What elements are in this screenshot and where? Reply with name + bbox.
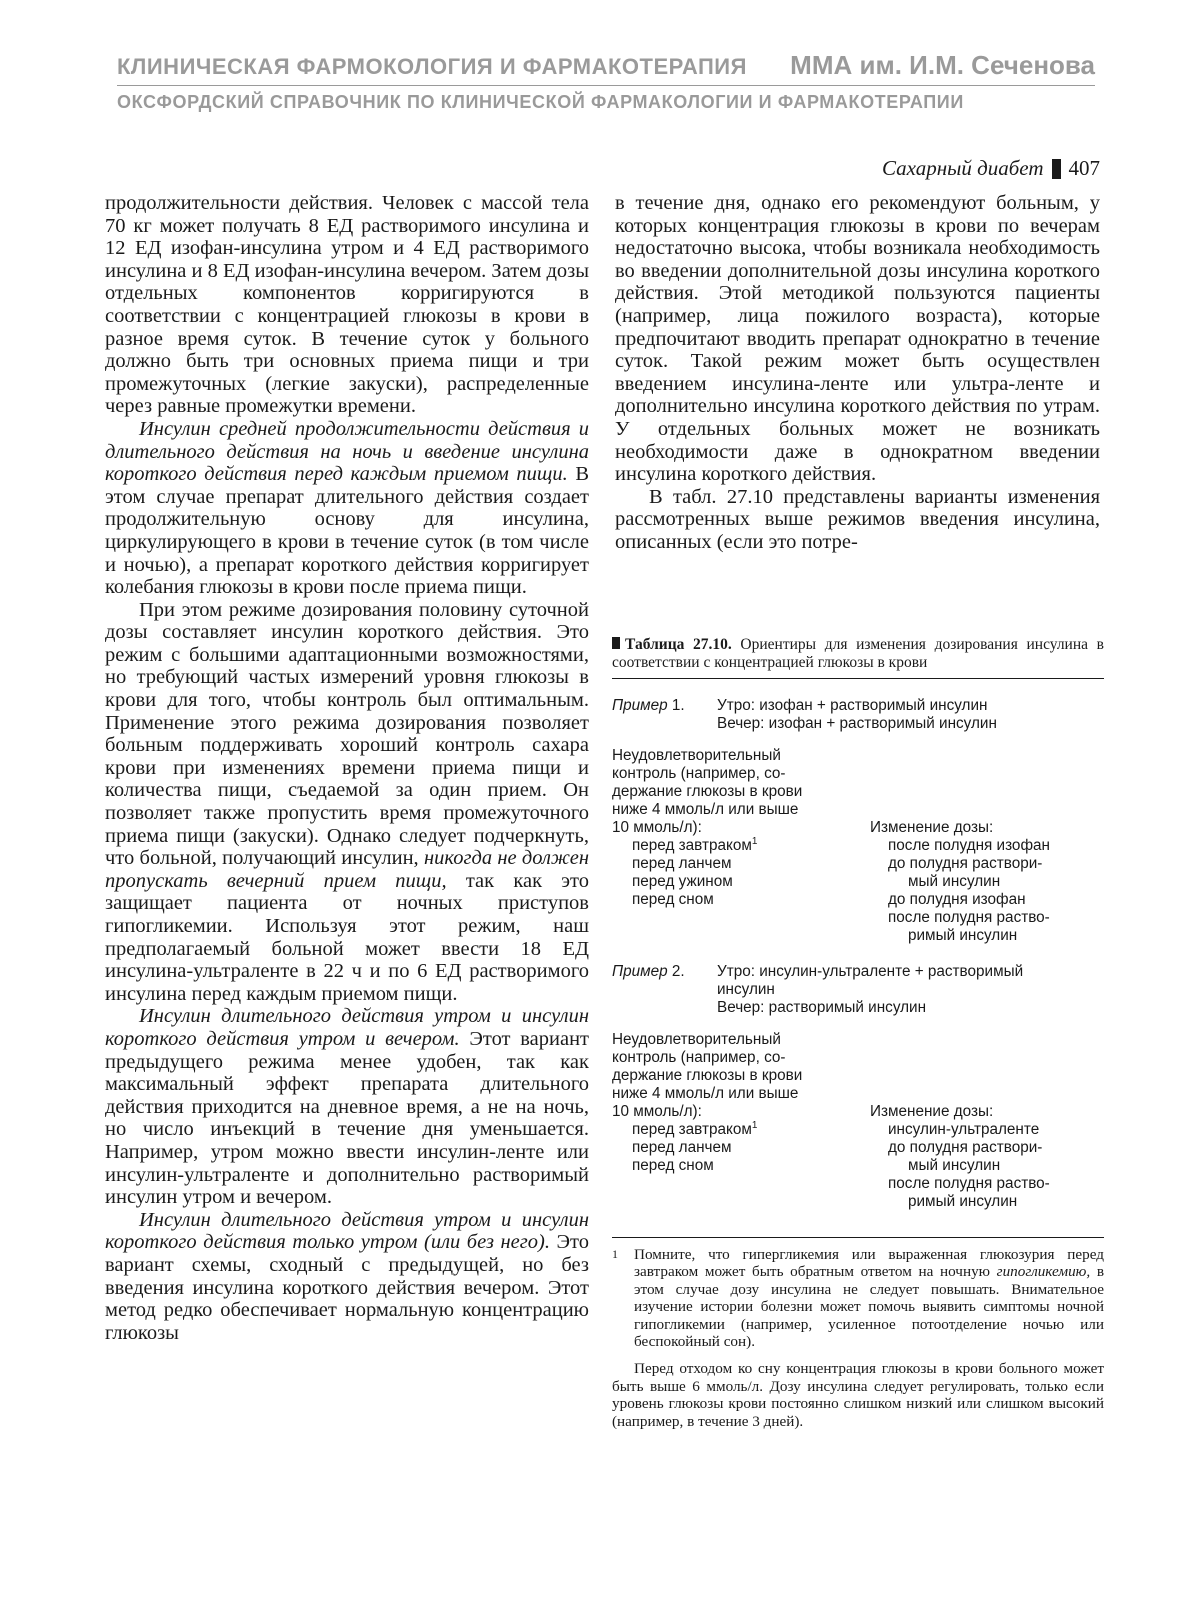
condition-line: контроль (например, со- — [612, 765, 786, 782]
example-regimen — [717, 697, 1104, 733]
regimen-line: Утро: изофан + растворимый инсулин — [717, 697, 988, 714]
paragraph: продолжительности действия. Человек с массой тела 70 кг может получать 8 ЕД растворимого инсулина и 12 ЕД изофан-инсулина утром и 4 ЕД растворимого инсулина и 8 ЕД изофан-инсулина вечером. Затем дозы отдельных компонентов корригируются в соответствии с концентрацией глюкозы в крови в разное время суток. В течение суток у больного должно быть три основных приема пищи и три промежуточных (легкие закуски), распределенные через равные промежутки времени. — [105, 192, 589, 418]
meal-time: перед ланчем — [632, 1139, 732, 1156]
table-example — [612, 697, 1104, 945]
condition-line: ниже 4 ммоль/л или выше — [612, 1085, 799, 1102]
regimen-line: Вечер: изофан + растворимый инсулин — [717, 715, 997, 732]
dose-change: после полудня изофан — [888, 837, 1050, 854]
table-example — [612, 963, 1104, 1211]
regimen-line: инсулин — [717, 981, 775, 998]
condition-line: контроль (например, со- — [612, 1049, 786, 1066]
meal-time: перед ужином — [632, 873, 733, 890]
condition-line: ниже 4 ммоль/л или выше — [612, 801, 799, 818]
banner-institution: ММА им. И.М. Сеченова — [790, 50, 1095, 80]
section-marker — [1052, 159, 1061, 179]
paragraph: Инсулин длительного действия утром и инсулин короткого действия только утром (или без него). Это вариант схемы, сходный с предыдущей, но без введения инсулина короткого действия вечером. Этот метод редко обеспечивает нормальную концентрацию глюкозы — [105, 1208, 589, 1344]
dose-change: римый инсулин — [908, 1193, 1018, 1210]
dose-change: до полудня раствори- — [888, 855, 1043, 872]
banner-book-title: КЛИНИЧЕСКАЯ ФАРМОКОЛОГИЯ И ФАРМАКОТЕРАПИЯ — [117, 54, 747, 79]
running-head — [882, 156, 1100, 181]
condition-line: держание глюкозы в крови — [612, 1067, 803, 1084]
footnote-ref: 1 — [751, 835, 758, 847]
paragraph: Инсулин средней продолжительности действия и длительного действия на ночь и введение инсулина короткого действия перед каждым приемом пищи. В этом случае препарат длительного действия создает продолжительную основу для инсулина, циркулирующего в крови в течение суток (в том числе и ночью), а препарат короткого действия корригирует колебания глюкозы в крови после приема пищи. — [105, 417, 589, 599]
publisher-banner — [117, 50, 1095, 113]
example-regimen — [717, 963, 1104, 1017]
table-27-10 — [612, 636, 1104, 1430]
condition-line: держание глюкозы в крови — [612, 783, 803, 800]
footnote-paragraph: Перед отходом ко сну концентрация глюкозы в крови больного может быть выше 6 ммоль/л. Дозу инсулина следует регулировать, только если уровень глюкозы крови постоянно слишком низкий или слишком высокий (например, в течение 3 дней). — [612, 1360, 1104, 1430]
banner-row — [117, 50, 1095, 86]
emphasis: никогда не должен пропускать вечерний прием пищи, — [105, 847, 590, 892]
square-bullet-icon — [612, 637, 620, 649]
dose-change: до полудня изофан — [888, 891, 1026, 908]
meal-time: перед сном — [632, 891, 714, 908]
page-number: 407 — [1068, 156, 1100, 180]
footnote-ref: 1 — [751, 1119, 758, 1131]
table-body — [612, 697, 1104, 1211]
condition-line: 10 ммоль/л): — [612, 1103, 702, 1120]
table-caption: Таблица 27.10. Ориентиры для изменения дозирования инсулина в соответствии с концентрацией глюкозы в крови — [612, 636, 1104, 679]
footnote: 1 Помните, что гипергликемия или выраженная глюкозурия перед завтраком может быть обратным ответом на ночную гипогликемию, в этом случае дозу инсулина не следует повышать. Внимательное изучение истории болезни может помочь выявить симптомы ночной гипогликемии (например, усиленное потоотделение ночью или беспокойный сон). — [612, 1246, 1105, 1351]
example-label: Пример 2. — [612, 963, 685, 980]
footnote-number: 1 — [612, 1247, 618, 1261]
example-label: Пример 1. — [612, 697, 685, 714]
dose-change: до полудня раствори- — [888, 1139, 1043, 1156]
banner-subtitle: ОКСФОРДСКИЙ СПРАВОЧНИК ПО КЛИНИЧЕСКОЙ ФАРМАКОЛОГИИ И ФАРМАКОТЕРАПИИ — [117, 92, 964, 112]
paragraph: При этом режиме дозирования половину суточной дозы составляет инсулин короткого действия. Это режим с большими адаптационными возможностями, но требующий частых измерений уровня глюкозы в крови для того, чтобы контроль был оптимальным. Применение этого режима дозирования позволяет больным поддерживать хороший контроль сахара крови при изменениях времени приема пищи и количества пищи, съедаемой за один прием. Он позволяет также пропустить время промежуточного приема пищи (закуски). Однако следует подчеркнуть, что больной, получающий инсулин, никогда не должен пропускать вечерний прием пищи, так как это защищает пациента от ночных приступов гипогликемии. Используя этот режим, наш предполагаемый больной может ввести 18 ЕД инсулина-ультраленте в 22 ч и по 6 ЕД растворимого инсулина перед каждым приемом пищи. — [105, 598, 590, 1005]
chapter-title: Сахарный диабет — [882, 156, 1044, 180]
right-column — [615, 192, 1100, 554]
regimen-heading: Инсулин длительного действия утром и инсулин короткого действия только утром (или без него). — [105, 1208, 589, 1254]
dose-change: после полудня раство- — [888, 1175, 1050, 1192]
change-title: Изменение дозы: — [870, 1103, 994, 1120]
table-footnotes — [612, 1237, 1104, 1430]
regimen-heading: Инсулин длительного действия утром и инсулин короткого действия утром и вечером. — [105, 1005, 589, 1050]
condition-line: Неудовлетворительный — [612, 1031, 781, 1048]
dose-change: римый инсулин — [908, 927, 1018, 944]
meal-time: перед ланчем — [632, 855, 732, 872]
meal-time: перед завтраком$^1$ — [632, 1119, 758, 1138]
regimen-heading: Инсулин средней продолжительности действия и длительного действия на ночь и введение инсулина короткого действия перед каждым приемом пищи. — [105, 417, 589, 486]
condition-line: Неудовлетворительный — [612, 747, 781, 764]
dose-change: инсулин-ультраленте — [888, 1121, 1040, 1138]
left-column — [105, 192, 589, 1344]
regimen-line: Утро: инсулин-ультраленте + растворимый — [717, 963, 1024, 980]
condition-line: 10 ммоль/л): — [612, 819, 702, 836]
dose-change: мый инсулин — [908, 873, 1001, 890]
dose-change: после полудня раство- — [888, 909, 1050, 926]
paragraph: в течение дня, однако его рекомендуют больным, у которых концентрация глюкозы в крови по вечерам недостаточно высока, чтобы возникала необходимость во введении дополнительной дозы инсулина короткого действия. Этой методикой пользуются пациенты (например, лица пожилого возраста), которые предпочитают вводить препарат однократно в течение суток. Такой режим может быть осуществлен введением инсулина-ленте или ультра-ленте и дополнительно инсулина короткого действия по утрам. У отдельных больных может не возникать необходимости даже в однократном введении инсулина короткого действия. — [615, 192, 1100, 486]
regimen-line: Вечер: растворимый инсулин — [717, 999, 927, 1016]
meal-time: перед сном — [632, 1157, 714, 1174]
meal-time: перед завтраком$^1$ — [632, 835, 758, 854]
dose-change: мый инсулин — [908, 1157, 1001, 1174]
paragraph: В табл. 27.10 представлены варианты изменения рассмотренных выше режимов введения инсулина, описанных (если это потре- — [615, 485, 1100, 553]
paragraph: Инсулин длительного действия утром и инсулин короткого действия утром и вечером. Этот вариант предыдущего режима менее удобен, так как максимальный эффект препарата длительного действия приходится на дневное время, а не на ночь, но число инъекций в течение дня уменьшается. Например, утром можно ввести инсулин-ленте или инсулин-ультраленте и дополнительно растворимый инсулин утром и вечером. — [105, 1005, 589, 1209]
change-title: Изменение дозы: — [870, 819, 994, 836]
